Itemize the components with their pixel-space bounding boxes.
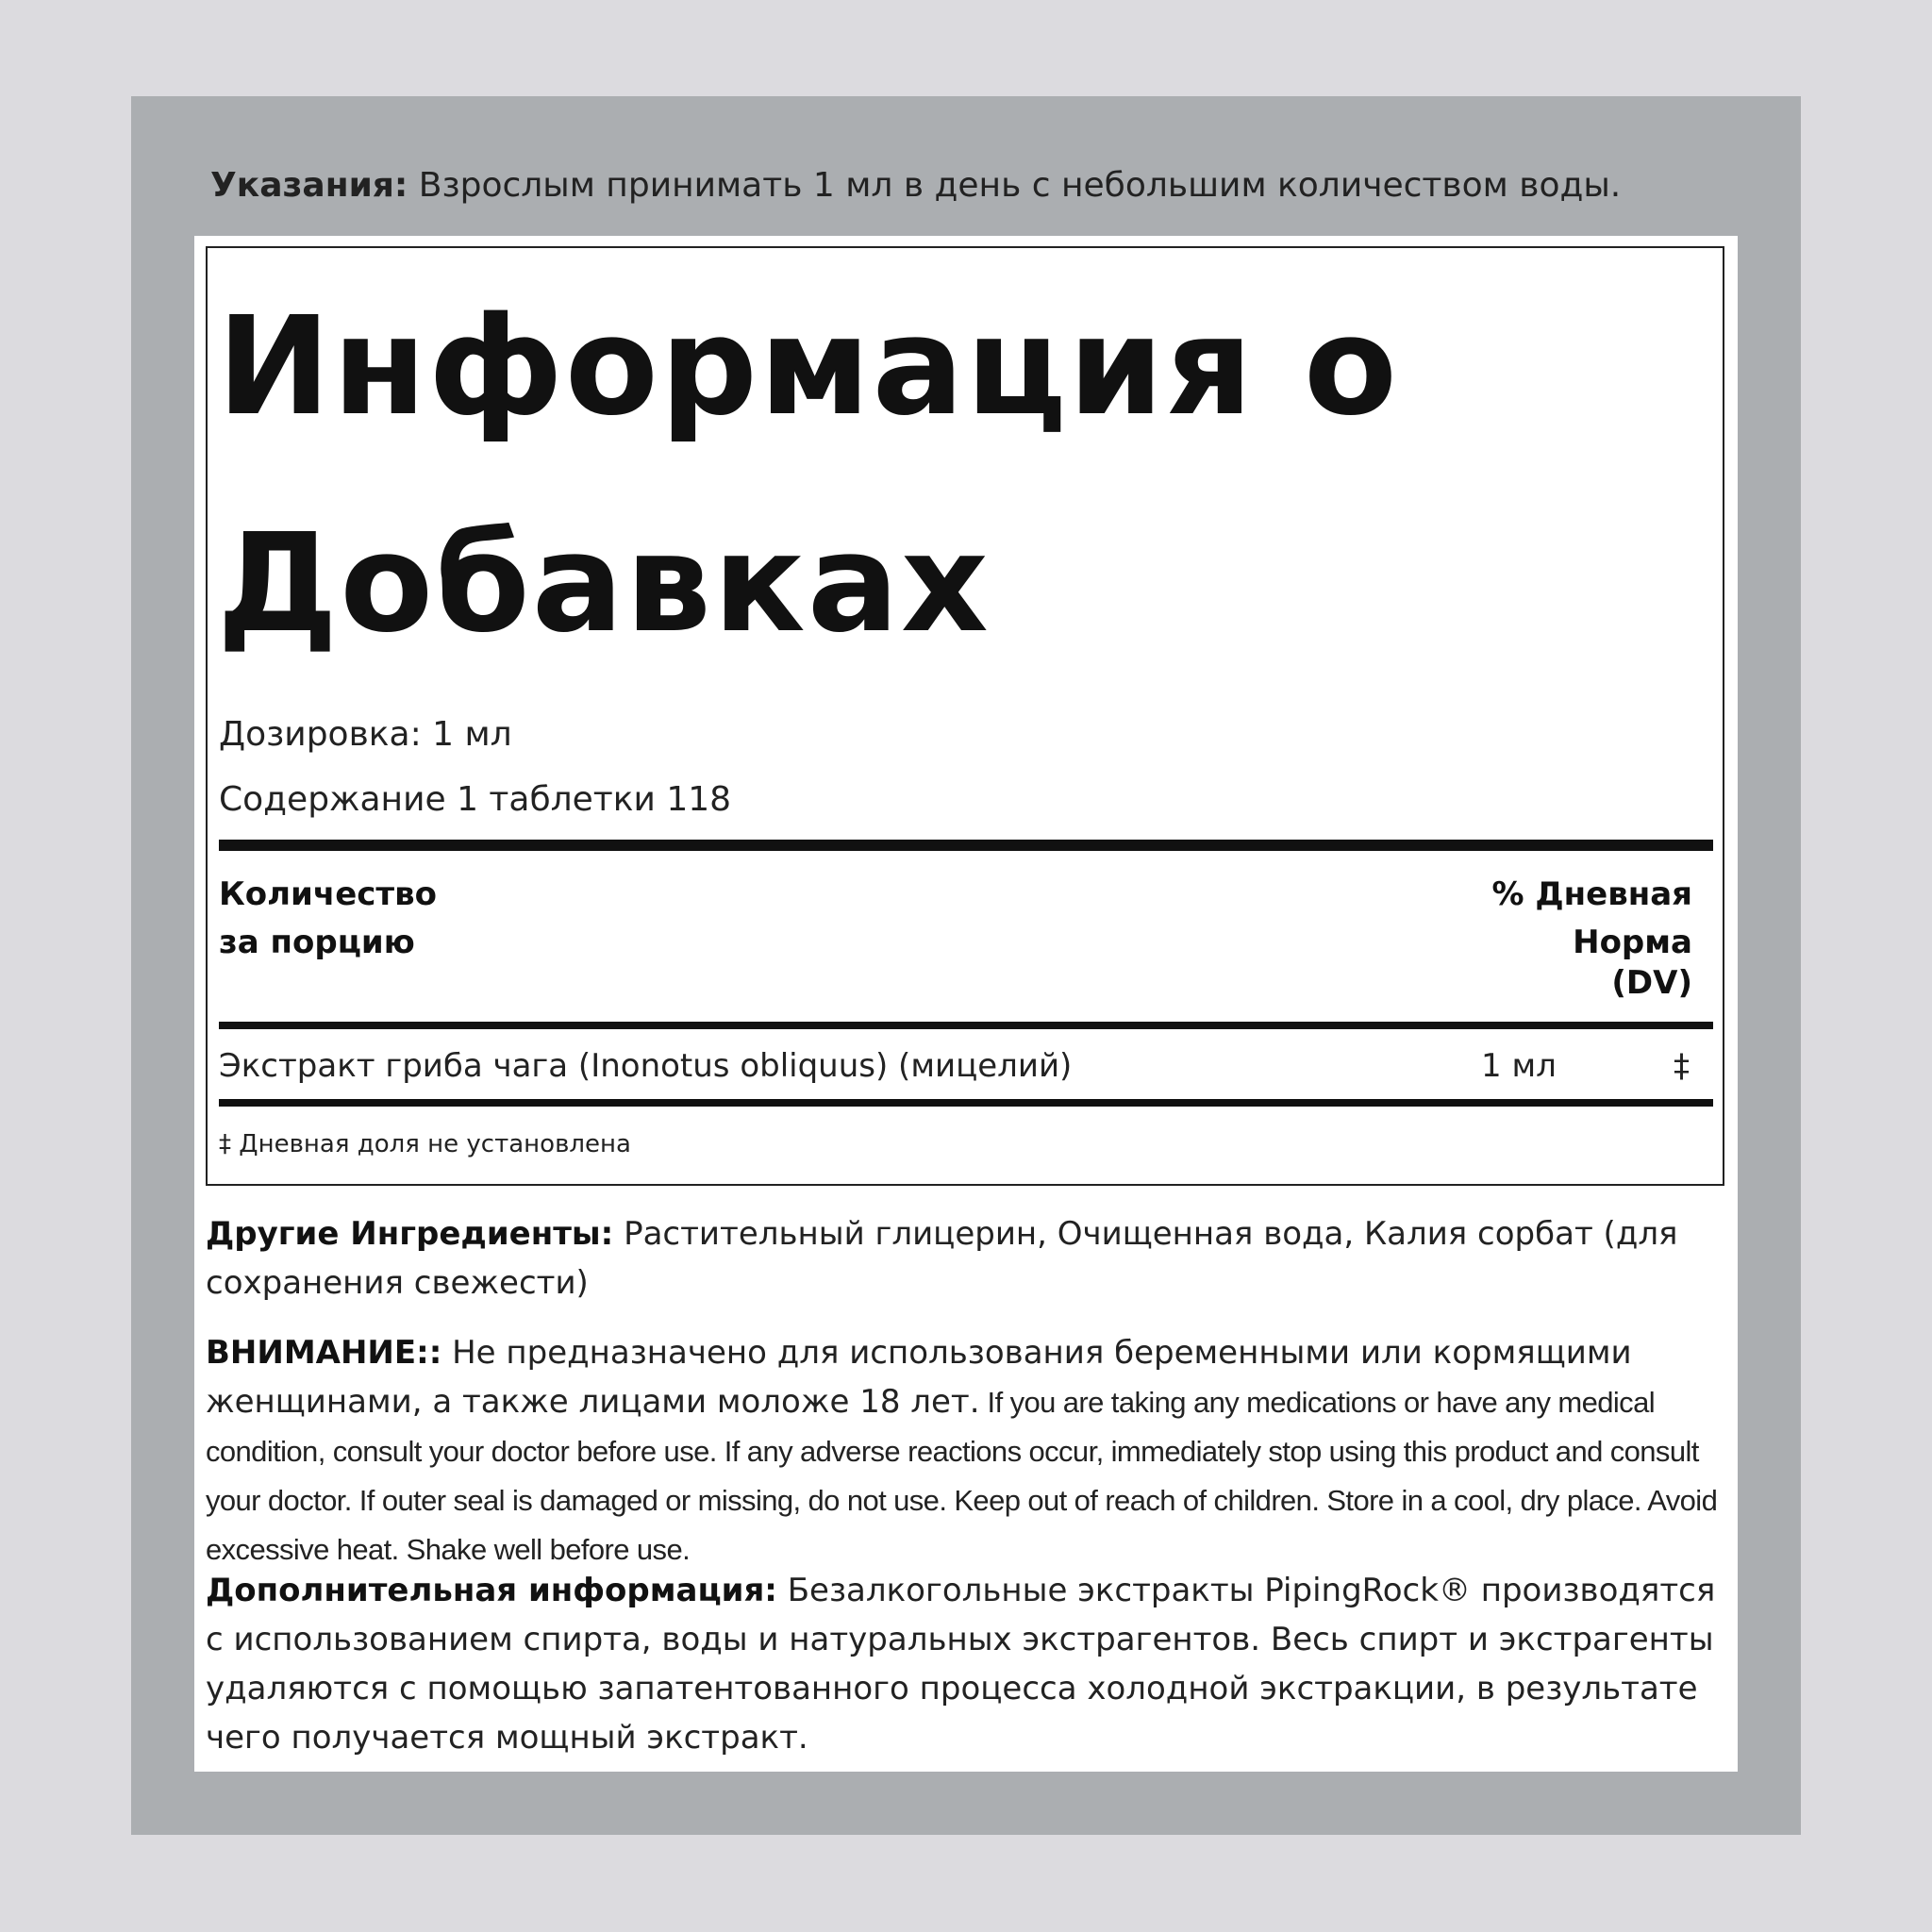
facts-title-line2: Добавках	[217, 504, 991, 662]
supplement-facts-box	[206, 246, 1724, 1186]
other-ingredients-text: Растительный глицерин, Очищенная вода, Калия сорбат (для сохранения свежести)	[206, 1215, 1678, 1302]
facts-title	[217, 258, 1399, 691]
serving-size: Дозировка: 1 мл	[219, 715, 512, 754]
directions-text: Взрослым принимать 1 мл в день с небольшим количеством воды.	[408, 166, 1622, 205]
servings-per-container: Содержание 1 таблетки 118	[219, 780, 732, 819]
footnote: ‡ Дневная доля не установлена	[219, 1130, 631, 1158]
facts-title-line1: Информация о	[217, 287, 1399, 445]
ingredient-dv: ‡	[1674, 1047, 1690, 1085]
directions-line	[210, 162, 1621, 209]
amount-per-serving-header	[219, 871, 437, 967]
row-divider	[219, 1099, 1713, 1107]
header-left-line1: Количество	[219, 875, 438, 913]
ingredient-name: Экстракт гриба чага (Inonotus obliquus) (мицелий)	[219, 1047, 1073, 1085]
warning-block	[206, 1328, 1734, 1574]
directions-label: Указания:	[210, 166, 408, 205]
additional-info-label: Дополнительная информация:	[206, 1572, 777, 1609]
other-ingredients	[206, 1209, 1734, 1307]
header-right-line2: Норма	[1573, 924, 1692, 961]
warning-label: ВНИМАНИЕ::	[206, 1334, 442, 1372]
warning-text-ru: Не предназначено для использования беременными или кормящими женщинами, а также лицами моложе 18 лет.	[206, 1334, 1632, 1421]
ingredient-amount: 1 мл	[1481, 1047, 1557, 1085]
additional-info	[206, 1566, 1734, 1762]
header-right-line3: (DV)	[1611, 964, 1692, 1002]
additional-info-text: Безалкогольные экстракты PipingRock® производятся с использованием спирта, воды и натуральных экстрагентов. Весь спирт и экстрагенты удаляются с помощью запатентованного процесса холодной экстракции, в результате чего получается мощный экстракт.	[206, 1572, 1716, 1757]
header-right-line1: % Дневная	[1491, 875, 1692, 913]
thick-divider	[219, 840, 1713, 851]
other-ingredients-label: Другие Ингредиенты:	[206, 1215, 614, 1253]
header-divider	[219, 1022, 1713, 1029]
header-left-line2: за порцию	[219, 924, 415, 961]
warning-text-en: If you are taking any medications or have any medical condition, consult your doctor before use. If any adverse reactions occur, immediately stop using this product and consult your doctor. If outer seal is damaged or missing, do not use. Keep out of reach of children. Store in a cool, dry place. Avoid excessive heat. Shake well before use.	[206, 1386, 1718, 1566]
daily-value-header	[1491, 871, 1692, 1008]
